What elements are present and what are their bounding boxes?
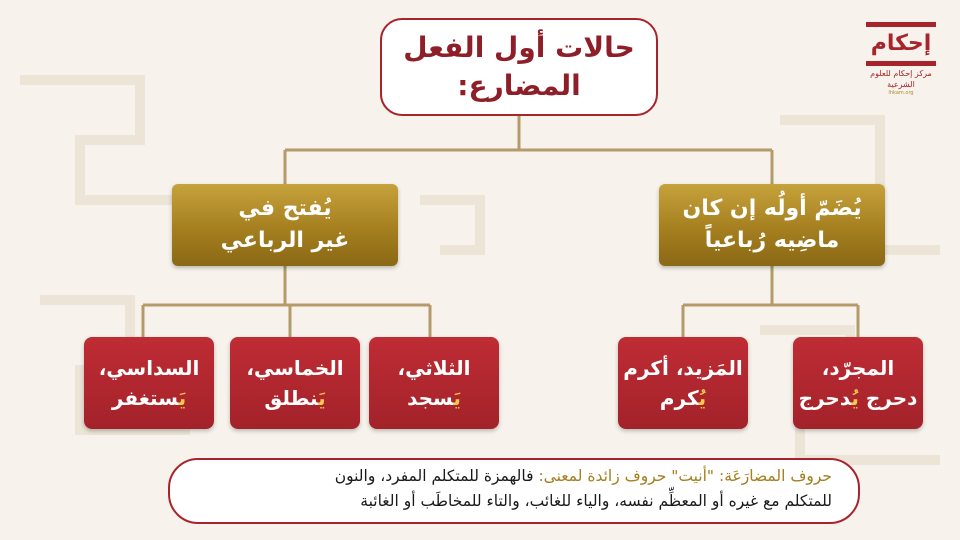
root-title-line1: حالات أول الفعل [403, 31, 635, 64]
leaf-node-mujarrad [793, 337, 923, 429]
root-title-line2: المضارع: [457, 69, 581, 102]
leaf-text: نطلق [264, 386, 319, 410]
leaf-line2 [407, 383, 461, 413]
footnote-label: حروف المضارَعَة: "أنيت" حروف زائدة لمعنى: [538, 467, 832, 485]
leaf-text: دحرج [798, 386, 852, 410]
leaf-node-khumasi [230, 337, 360, 429]
branch-line2: ماضِيه رُباعياً [704, 228, 840, 253]
leaf-accent: يُ [698, 386, 707, 410]
leaf-line1: الخماسي، [246, 356, 344, 380]
leaf-accent: يَ [453, 386, 461, 410]
leaf-line1: المَزيد، أكرم [623, 356, 743, 380]
leaf-line2 [660, 383, 706, 413]
branch-line1: يُضَمّ أولُه إن كان [682, 196, 862, 221]
branch-node-dammah [659, 184, 885, 266]
leaf-accent: يَ [318, 386, 326, 410]
leaf-node-sudasi [84, 337, 214, 429]
leaf-line2 [264, 383, 325, 413]
logo-small-text: Ihkam.org [888, 90, 914, 96]
leaf-line2 [799, 383, 918, 413]
footnote-box [168, 458, 860, 524]
branch-node-fathah [172, 184, 398, 266]
leaf-accent: يَ [178, 386, 187, 410]
branch-line1: يُفتح في [238, 196, 332, 221]
footnote-line1 [196, 464, 832, 489]
leaf-text: دحرج [858, 386, 918, 410]
leaf-node-thulathi [369, 337, 499, 429]
branch-line2: غير الرباعي [220, 228, 350, 253]
logo-word: إحكام [870, 31, 932, 56]
leaf-line1: السداسي، [98, 356, 200, 380]
root-node [380, 18, 658, 116]
logo-subtitle: مركز إحكام للعلوم الشرعية [870, 69, 932, 89]
leaf-node-mazid [618, 337, 748, 429]
leaf-text: كرم [659, 386, 699, 410]
leaf-line2 [112, 383, 186, 413]
leaf-line1: المجرّد، [821, 356, 895, 380]
leaf-accent: يُ [851, 386, 859, 410]
leaf-text: ستغفر [111, 386, 179, 410]
footnote-text: فالهمزة للمتكلم المفرد، والنون [334, 467, 539, 485]
leaf-text: سجد [407, 386, 454, 410]
leaf-line1: الثلاثي، [397, 356, 471, 380]
footnote-line2: للمتكلم مع غيره أو المعظِّم نفسه، والياء للغائب، والتاء للمخاطَب أو الغائبة [360, 492, 832, 510]
